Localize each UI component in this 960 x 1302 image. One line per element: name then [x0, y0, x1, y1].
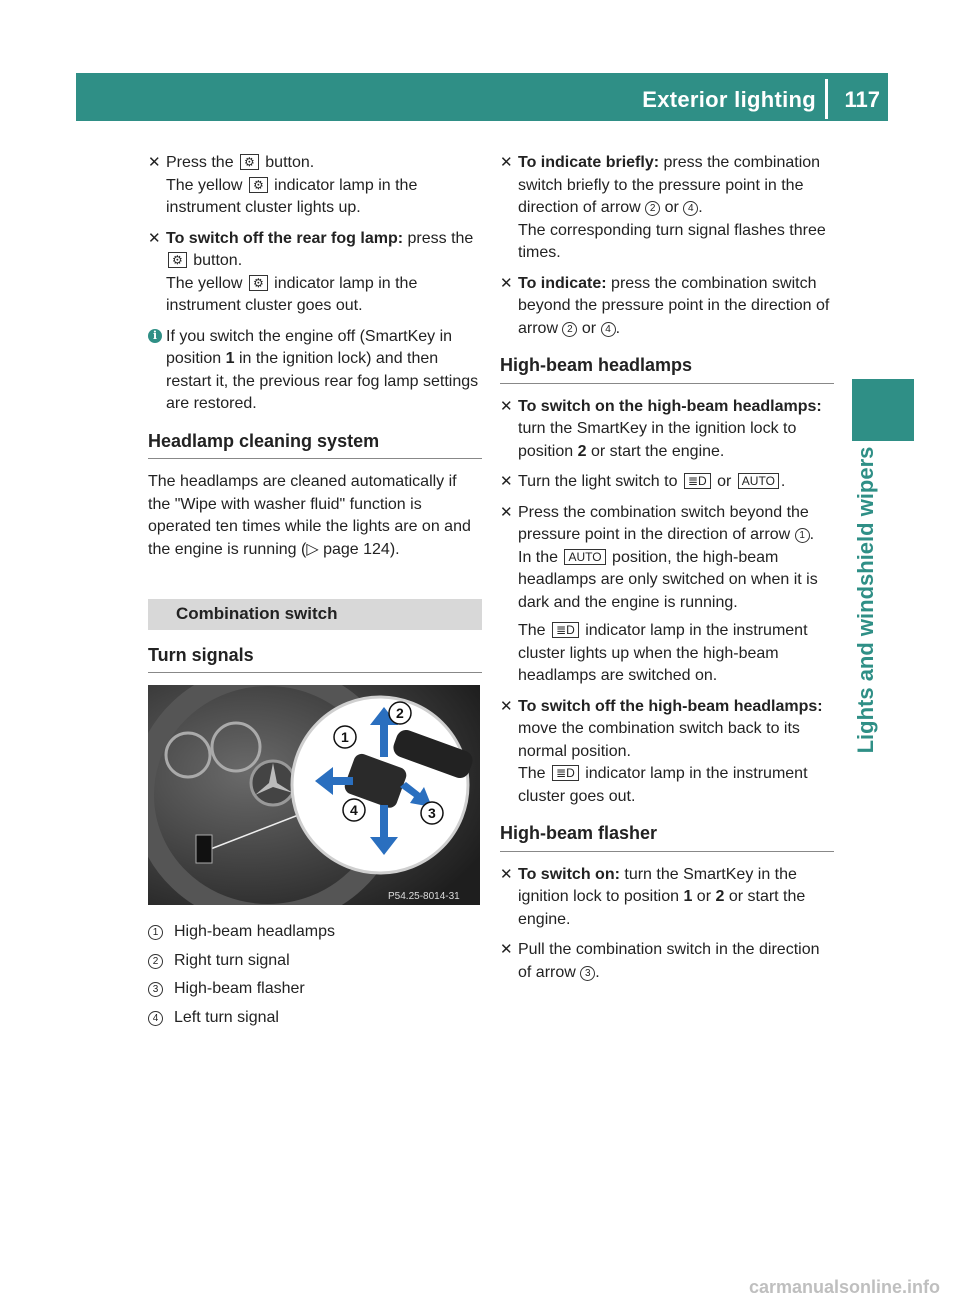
side-tab-block — [852, 379, 914, 441]
instruction-item: ✕ To indicate: press the combination switch beyond the pressure point in the direction of arrow 2 or 4 . — [500, 274, 830, 337]
instruction-item: ✕ To switch on the high-beam headlamps: turn the SmartKey in the ignition lock to position 2 or start the engine. — [500, 397, 822, 460]
step-marker-icon: ✕ — [148, 229, 161, 247]
figure-code: P54.25-8014-31 — [388, 891, 460, 902]
step-marker-icon: ✕ — [500, 397, 513, 415]
instruction-item: ✕ Pull the combination switch in the direction of arrow 3 . — [500, 941, 820, 981]
step-marker-icon: ✕ — [500, 941, 513, 958]
heading-turn-signals: Turn signals — [148, 644, 482, 674]
rear-fog-lamp-icon: ⚙ — [240, 154, 259, 170]
combination-switch-illustration — [148, 685, 480, 905]
callout-3-label: 3 — [428, 805, 436, 821]
side-tab — [826, 121, 888, 421]
section-heading-combination-switch: Combination switch — [148, 599, 482, 630]
legend-item: 4 Left turn signal — [148, 1007, 482, 1030]
header-bar — [76, 73, 888, 121]
instruction-item: ✕ To switch off the high-beam headlamps: move the combination switch back to its normal position. The ≣D indicator lamp in the instrument cluster goes out. — [500, 697, 823, 805]
section-title: Exterior lighting — [642, 87, 816, 112]
side-chapter-label: Lights and windshield wipers — [853, 446, 878, 754]
rear-fog-lamp-icon: ⚙ — [249, 177, 268, 193]
high-beam-icon: ≣D — [552, 765, 579, 781]
callout-2-label: 2 — [396, 705, 404, 721]
heading-headlamp-cleaning: Headlamp cleaning system — [148, 430, 482, 460]
step-marker-icon: ✕ — [500, 473, 513, 490]
combination-switch-figure — [148, 685, 480, 905]
legend-item: 2 Right turn signal — [148, 950, 482, 973]
instruction-item: ✕ To switch off the rear fog lamp: press the ⚙ button. The yellow ⚙ indicator lamp in the instrument cluster goes out. — [148, 229, 474, 314]
legend-item: 3 High-beam flasher — [148, 978, 482, 1001]
instruction-item: ✕ Turn the light switch to ≣D or AUTO . — [500, 471, 834, 494]
instruction-item: ✕ Press the combination switch beyond the pressure point in the direction of arrow 1 . In the AUTO position, the high-beam headlamps are only switched on when it is dark and the engine is running. The ≣D indicator lamp in the instrument cluster lights up when the high-beam headlamps are switched on. — [500, 502, 834, 688]
heading-high-beam-flasher: High-beam flasher — [500, 822, 834, 852]
step-marker-icon: ✕ — [500, 697, 513, 715]
rear-fog-lamp-icon: ⚙ — [168, 252, 187, 268]
auto-lights-icon: AUTO — [738, 473, 779, 489]
step-marker-icon: ✕ — [500, 503, 513, 521]
callout-1-label: 1 — [341, 729, 349, 745]
left-column — [148, 152, 482, 1035]
switch-stalk — [196, 835, 212, 863]
watermark[interactable]: carmanualsonline.info — [748, 1277, 940, 1297]
step-marker-icon: ✕ — [500, 154, 513, 171]
callout-4-label: 4 — [350, 802, 358, 818]
high-beam-icon: ≣D — [552, 622, 579, 638]
step-marker-icon: ✕ — [500, 274, 513, 292]
page-number: 117 — [844, 87, 880, 112]
info-icon: i — [148, 329, 162, 343]
cleaning-paragraph: The headlamps are cleaned automatically if the "Wipe with washer fluid" function is operated ten times while the lights are on and the engine is running (▷ page 124). — [148, 473, 471, 558]
legend-item: 1 High-beam headlamps — [148, 921, 482, 944]
step-marker-icon: ✕ — [148, 154, 161, 171]
instruction-item: ✕ To switch on: turn the SmartKey in the ignition lock to position 1 or 2 or start the engine. — [500, 865, 806, 928]
instruction-item: ✕ To indicate briefly: press the combination switch briefly to the pressure point in the direction of arrow 2 or 4 . The corresponding turn signal flashes three times. — [500, 154, 826, 261]
auto-lights-icon: AUTO — [564, 549, 605, 565]
item-continuation: The ≣D indicator lamp in the instrument cluster lights up when the high-beam headlamps are switched on. — [518, 622, 808, 684]
heading-high-beam-headlamps: High-beam headlamps — [500, 354, 834, 384]
header-separator — [825, 79, 828, 119]
instruction-item: ✕ Press the ⚙ button. The yellow ⚙ indicator lamp in the instrument cluster lights up. — [148, 154, 418, 216]
info-note: i If you switch the engine off (SmartKey in position 1 in the ignition lock) and then restart it, the previous rear fog lamp settings are restored. — [148, 326, 482, 416]
step-marker-icon: ✕ — [500, 865, 513, 883]
rear-fog-lamp-icon: ⚙ — [249, 275, 268, 291]
low-beam-icon: ≣D — [684, 473, 711, 489]
right-column — [500, 152, 834, 992]
